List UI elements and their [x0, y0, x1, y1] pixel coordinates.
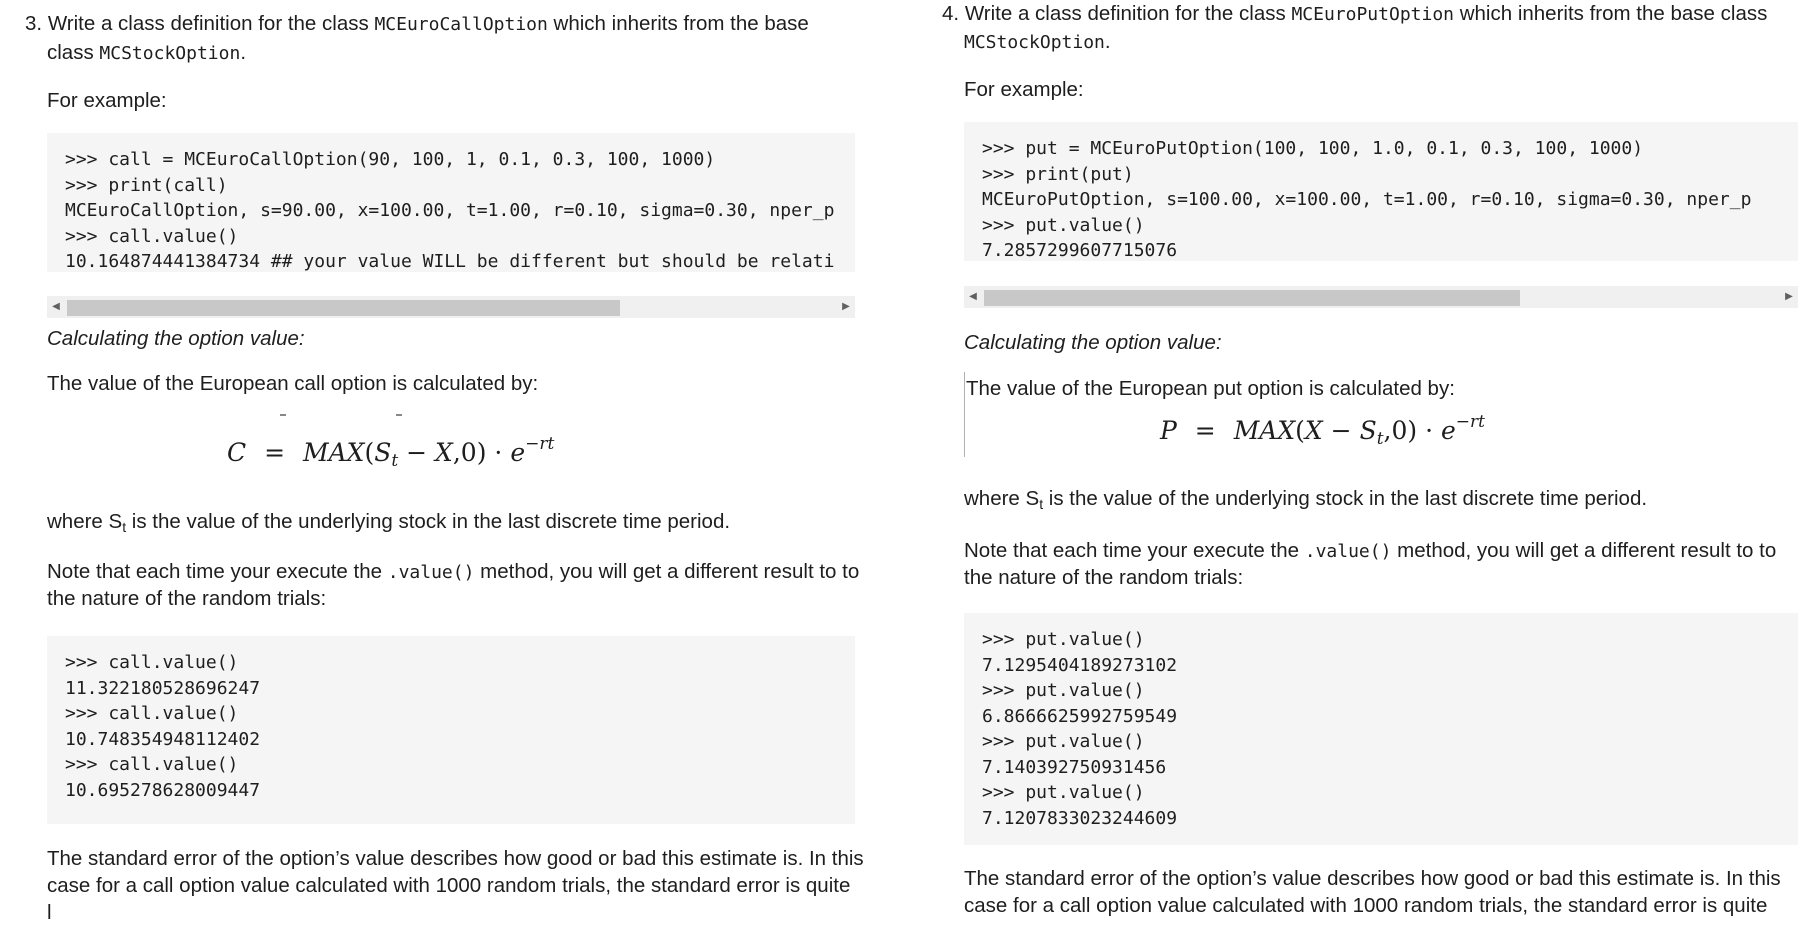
- put-formula: $P = MAX(X - S_t,0) \cdot e^{-rt}$: [1160, 412, 1485, 449]
- code-line: >>> call.value(): [65, 754, 239, 775]
- note-text-line2: the nature of the random trials:: [47, 587, 327, 610]
- code-line: >>> call.value(): [65, 703, 239, 724]
- formula-mark: [280, 414, 286, 416]
- code-line: >>> call.value(): [65, 225, 239, 247]
- code-line: >>> print(call): [65, 174, 228, 196]
- code-line: MCEuroPutOption, s=100.00, x=100.00, t=1.00, r=0.10, sigma=0.30, nper_p: [982, 189, 1752, 210]
- scrollbar-thumb[interactable]: [984, 290, 1520, 306]
- base-class-code: MCStockOption: [99, 43, 241, 64]
- stderr-text: The standard error of the option’s value describes how good or bad this estimate is. In this: [47, 847, 864, 870]
- scrollbar-thumb[interactable]: [67, 300, 620, 316]
- stderr-text: The standard error of the option’s value describes how good or bad this estimate is. In this: [964, 867, 1781, 890]
- scroll-left-icon[interactable]: ◀: [969, 291, 977, 302]
- left-column: [0, 0, 864, 924]
- scroll-right-icon[interactable]: ▶: [842, 301, 850, 312]
- note-text-line2: the nature of the random trials:: [964, 566, 1244, 589]
- question-3-heading: 3. Write a class definition for the class MCEuroCallOption which inherits from the base: [25, 12, 809, 35]
- code-line: >>> put.value(): [982, 680, 1145, 701]
- where-text: where $S_t$ is the value of the underlying stock in the last discrete time period.: [964, 487, 1648, 512]
- note-text: Note that each time your execute the .value() method, you will get a different result to to: [47, 560, 860, 583]
- right-column: [920, 0, 1798, 917]
- question-number: 3.: [25, 12, 43, 35]
- code-line: 10.748354948112402: [65, 728, 261, 750]
- base-class-code: MCStockOption: [964, 32, 1105, 53]
- code-line: >>> call = MCEuroCallOption(90, 100, 1, 0.1, 0.3, 100, 1000): [65, 149, 716, 170]
- question-4-heading-line2: MCStockOption.: [964, 30, 1111, 53]
- code-trials-lines: [65, 650, 260, 803]
- code-trials-lines: [982, 627, 1177, 831]
- question-3-heading-line2: class MCStockOption.: [47, 41, 247, 64]
- code-trials-block[interactable]: [964, 613, 1798, 845]
- class-name-code: MCEuroCallOption: [374, 14, 548, 35]
- code-line: >>> put.value(): [982, 782, 1145, 803]
- note-text: Note that each time your execute the .value() method, you will get a different result to to: [964, 539, 1777, 562]
- code-example-scrollbar[interactable]: [964, 286, 1798, 308]
- question-4-heading: 4. Write a class definition for the class MCEuroPutOption which inherits from the base class: [942, 2, 1768, 25]
- stderr-text-line2: case for a call option value calculated with 1000 random trials, the standard error is quite: [47, 874, 851, 897]
- for-example-label: For example:: [47, 89, 167, 112]
- code-example-block[interactable]: [47, 133, 855, 272]
- code-example-block[interactable]: [964, 122, 1798, 261]
- question-number: 4.: [942, 2, 960, 25]
- code-line: 6.8666625992759549: [982, 705, 1178, 727]
- where-text: where $S_t$ is the value of the underlying stock in the last discrete time period.: [47, 510, 731, 535]
- call-formula: $C = MAX(S_t - X,0) \cdot e^{-rt}$: [227, 434, 555, 471]
- code-line: 7.140392750931456: [982, 756, 1167, 778]
- code-line: >>> put.value(): [982, 731, 1145, 752]
- value-intro: The value of the European put option is calculated by:: [966, 377, 1455, 400]
- calc-heading: Calculating the option value:: [47, 327, 305, 350]
- formula-left-rule: [964, 372, 965, 457]
- code-line: >>> call.value(): [65, 652, 239, 673]
- value-method-code: .value(): [1304, 541, 1392, 562]
- formula-mark: [396, 414, 402, 416]
- code-example-lines: [982, 136, 1751, 261]
- class-name-code: MCEuroPutOption: [1291, 4, 1455, 25]
- code-line: 10.695278628009447: [65, 779, 261, 801]
- code-line: 10.164874441384734 ## your value WILL be different but should be relati: [65, 251, 835, 272]
- code-line: 11.322180528696247: [65, 677, 261, 699]
- scroll-right-icon[interactable]: ▶: [1785, 291, 1793, 302]
- code-line: MCEuroCallOption, s=90.00, x=100.00, t=1.00, r=0.10, sigma=0.30, nper_p: [65, 200, 835, 221]
- code-line: >>> put.value(): [982, 214, 1145, 236]
- code-line: 7.1207833023244609: [982, 807, 1178, 829]
- calc-heading: Calculating the option value:: [964, 331, 1222, 354]
- code-example-scrollbar[interactable]: [47, 296, 855, 318]
- stderr-text-line3: l: [47, 901, 52, 924]
- code-line: 7.2857299607715076: [982, 240, 1178, 261]
- code-example-lines: [65, 147, 834, 272]
- code-trials-block[interactable]: [47, 636, 855, 824]
- code-line: 7.1295404189273102: [982, 654, 1178, 676]
- stderr-text-line2: case for a call option value calculated with 1000 random trials, the standard error is quite: [964, 894, 1768, 917]
- value-method-code: .value(): [387, 562, 475, 583]
- value-intro: The value of the European call option is calculated by:: [47, 372, 539, 395]
- code-line: >>> put.value(): [982, 629, 1145, 650]
- scroll-left-icon[interactable]: ◀: [52, 301, 60, 312]
- code-line: >>> put = MCEuroPutOption(100, 100, 1.0, 0.1, 0.3, 100, 1000): [982, 138, 1644, 159]
- code-line: >>> print(put): [982, 163, 1134, 185]
- for-example-label: For example:: [964, 78, 1084, 101]
